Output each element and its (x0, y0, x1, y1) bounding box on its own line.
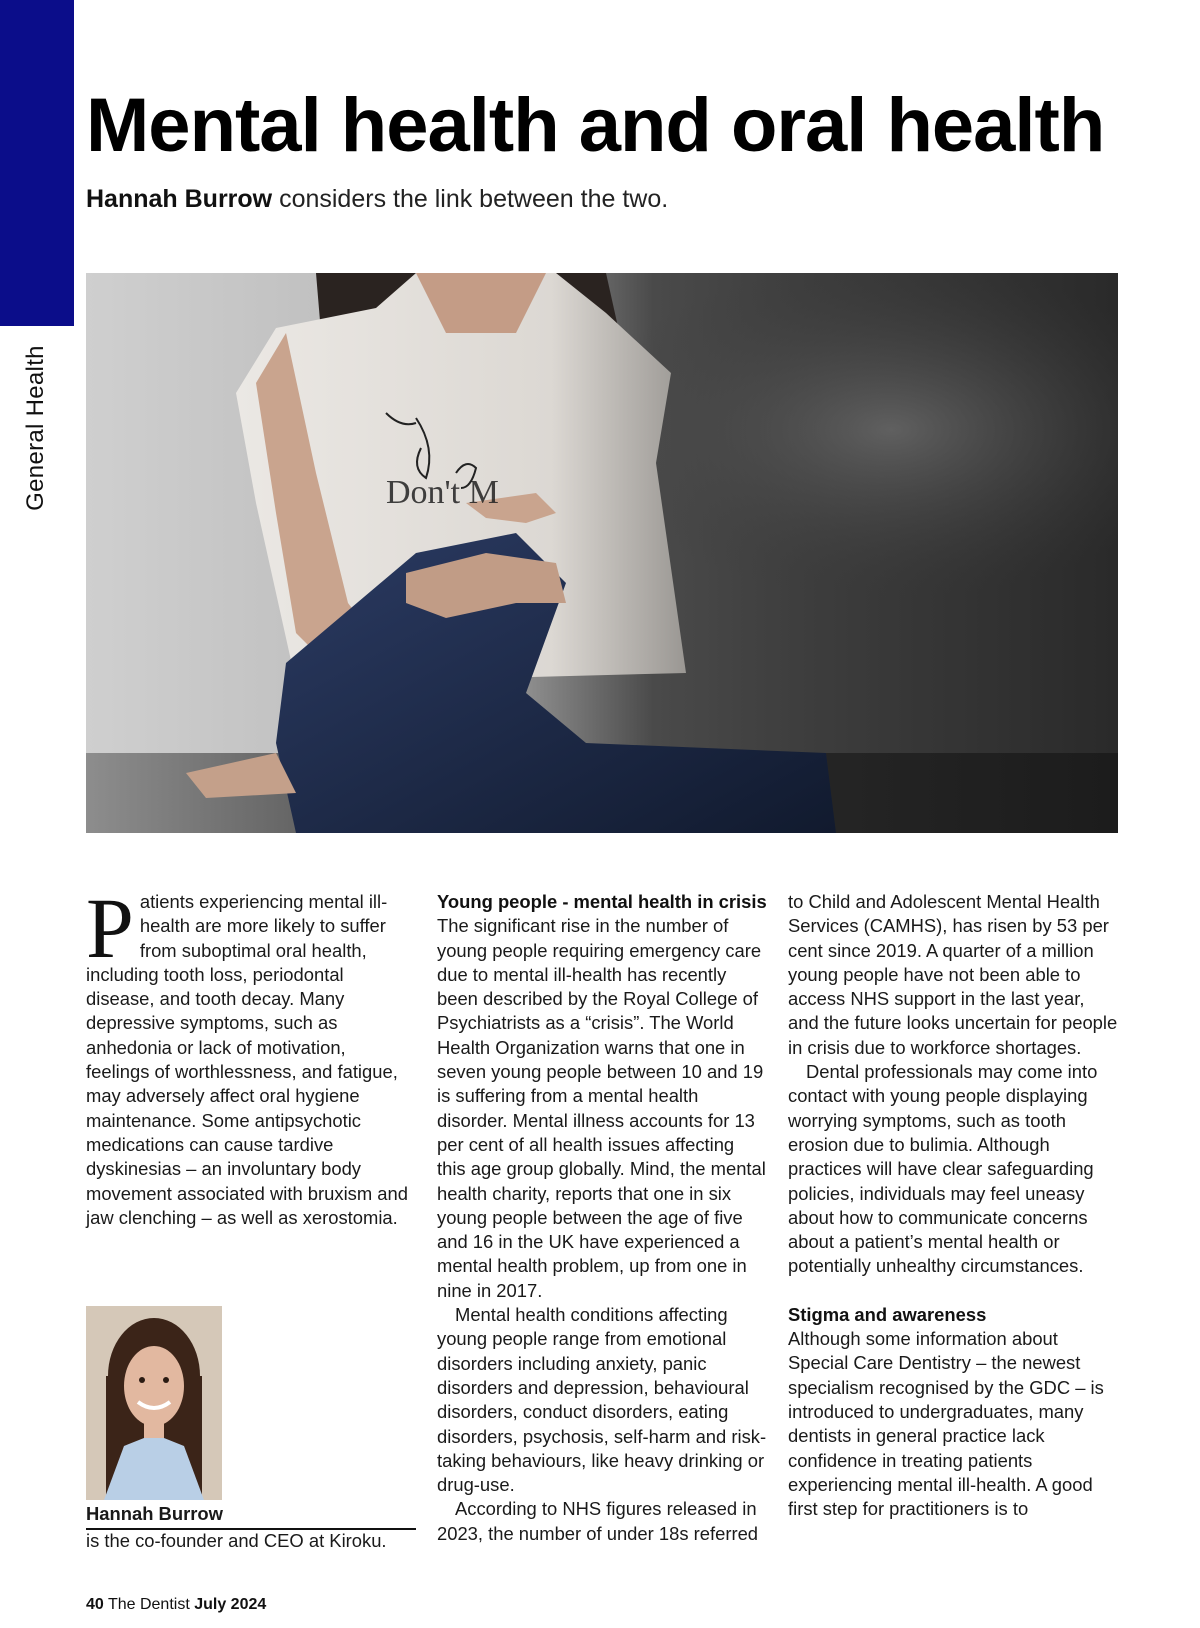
page-footer (86, 1596, 266, 1614)
paragraph: According to NHS figures released in 2023, the number of under 18s referred (437, 1498, 759, 1544)
author-photo (86, 1306, 222, 1500)
standfirst (86, 185, 668, 214)
author-bio: is the co-founder and CEO at Kiroku. (86, 1530, 387, 1551)
standfirst-text: considers the link between the two. (272, 185, 669, 213)
tshirt-text: Don't M (386, 474, 499, 511)
section-label: General Health (22, 345, 49, 511)
subheading-stigma: Stigma and awareness (788, 1303, 987, 1325)
issue-date: July 2024 (194, 1596, 267, 1613)
column-3 (788, 890, 1118, 1521)
publication-name: The Dentist (103, 1596, 195, 1613)
subheading-young-people: Young people - mental health in crisis (437, 891, 767, 912)
article-title: Mental health and oral health (86, 83, 1105, 168)
paragraph: Dental professionals may come into contact with young people displaying worrying symptoms, such as tooth erosion due to bulimia. Although practices will have clear safeguarding policies, individuals may feel uneasy about how to communicate concerns about a patient’s mental health or potentially unhealthy circumstances. (788, 1061, 1098, 1277)
hero-photo (86, 273, 1118, 833)
page-number: 40 (86, 1596, 104, 1613)
paragraph: to Child and Adolescent Mental Health Services (CAMHS), has risen by 53 per cent since 2019. A quarter of a million young people have not been able to access NHS support in the last year, and the future looks uncertain for people in crisis due to workforce shortages. (788, 891, 1118, 1058)
paragraph: Although some information about Special Care Dentistry – the newest specialism recognised by the GDC – is introduced to undergraduates, many dentists in general practice lack confidence in treating patients experiencing mental ill-health. A good first step for practitioners is to (788, 1328, 1104, 1520)
section-color-bar (0, 0, 74, 326)
paragraph: Mental health conditions affecting young people range from emotional disorders including anxiety, panic disorders and depression, behavioural disorders, conduct disorders, eating disorders, psychosis, self-harm and risk-taking behaviours, like heavy drinking or drug-use. (437, 1304, 767, 1496)
intro-paragraph: atients experiencing mental ill-health are more likely to suffer from suboptimal oral health, including tooth loss, periodontal disease, and tooth decay. Many depressive symptoms, such as anhedonia or lack of motivation, feelings of worthlessness, and fatigue, may adversely affect oral hygiene maintenance. Some antipsychotic medications can cause tardive dyskinesias – an involuntary body movement associated with bruxism and jaw clenching – as well as xerostomia. (86, 891, 408, 1228)
standfirst-author: Hannah Burrow (86, 185, 273, 213)
column-1 (86, 880, 411, 1230)
column-2 (437, 890, 767, 1546)
dropcap: P (86, 880, 134, 976)
paragraph: The significant rise in the number of young people requiring emergency care due to mental ill-health has recently been described by the Royal College of Psychiatrists as a “crisis”. The World Health Organization warns that one in seven young people between 10 and 19 is suffering from a mental health disorder. Mental illness accounts for 13 per cent of all health issues affecting this age group globally. Mind, the mental health charity, reports that one in six young people between the age of five and 16 in the UK have experienced a mental health problem, up from one in nine in 2017. (437, 915, 766, 1301)
author-name: Hannah Burrow (86, 1503, 416, 1530)
